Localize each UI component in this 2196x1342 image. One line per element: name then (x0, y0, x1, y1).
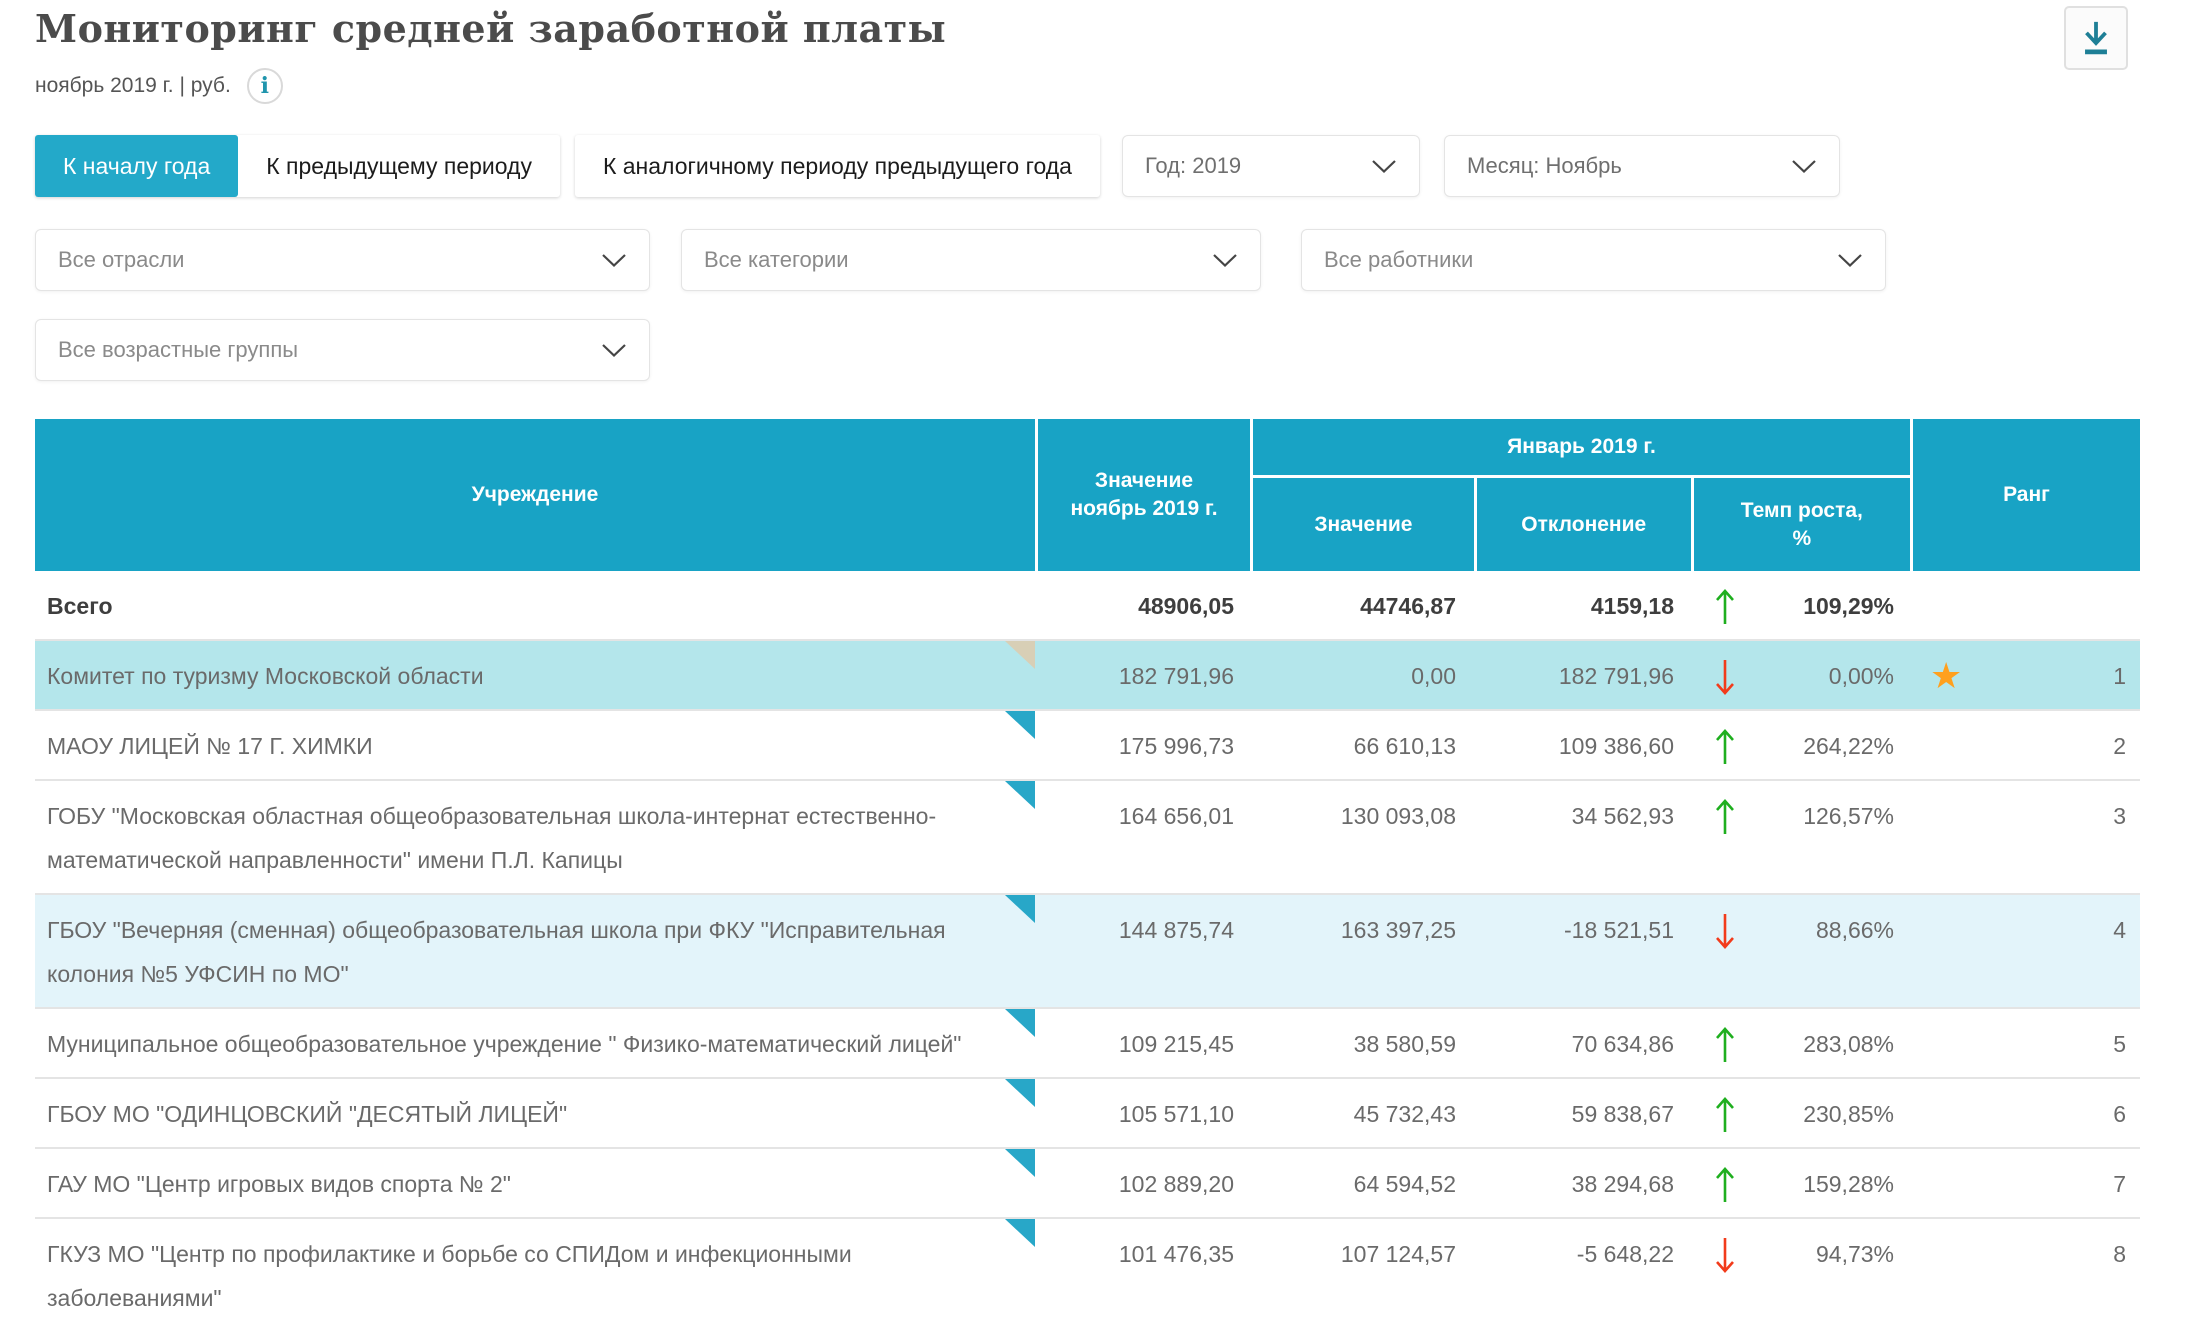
growth-cell (1690, 641, 1910, 709)
industry-filter-value: Все отрасли (58, 247, 185, 272)
value-january-cell: 0,00 (1411, 663, 1456, 689)
deviation-cell: -5 648,22 (1576, 1241, 1674, 1267)
growth-value: 109,29% (1803, 593, 1894, 619)
page-title: Мониторинг средней заработной платы (35, 6, 947, 51)
growth-value: 0,00% (1828, 663, 1894, 689)
salary-table (35, 419, 2140, 1331)
row-corner-marker-icon (1005, 781, 1035, 809)
rank-value: 1 (2113, 663, 2126, 689)
trend-up-icon (1714, 794, 1736, 836)
comparison-tab-group (35, 135, 560, 197)
tab-previous-period[interactable]: К предыдущему периоду (266, 152, 532, 179)
institution-name: МАОУ ЛИЦЕЙ № 17 Г. ХИМКИ (47, 733, 373, 759)
value-january-cell: 44746,87 (1360, 593, 1456, 619)
rank-value: 6 (2113, 1101, 2126, 1127)
value-january-cell: 130 093,08 (1340, 803, 1456, 829)
industry-filter-dropdown[interactable] (35, 229, 650, 291)
header-deviation: Отклонение (1474, 478, 1691, 571)
rank-cell (1910, 571, 2140, 639)
rank-cell (1910, 1079, 2140, 1147)
institution-name: Муниципальное общеобразовательное учреждение " Физико-математический лицей" (47, 1031, 962, 1057)
rank-value: 8 (2113, 1241, 2126, 1267)
table-row[interactable] (35, 709, 2140, 779)
institution-cell (35, 641, 1035, 709)
trend-down-icon (1714, 654, 1736, 696)
rank-cell (1910, 1009, 2140, 1077)
value-november-cell: 101 476,35 (1118, 1241, 1234, 1267)
institution-name: ГАУ МО "Центр игровых видов спорта № 2" (47, 1171, 511, 1197)
growth-value: 94,73% (1815, 1241, 1894, 1267)
institution-cell (35, 1149, 1035, 1217)
workers-filter-value: Все работники (1324, 247, 1474, 272)
institution-name: ГКУЗ МО "Центр по профилактике и борьбе со СПИДом и инфекционными заболеваниями" (47, 1241, 852, 1311)
chevron-down-icon (1791, 159, 1817, 174)
age-group-filter-value: Все возрастные группы (58, 337, 299, 362)
trend-up-icon (1714, 1092, 1736, 1134)
row-corner-marker-icon (1005, 641, 1035, 669)
rank-value: 7 (2113, 1171, 2126, 1197)
header-rank: Ранг (1910, 419, 2140, 571)
table-row[interactable] (35, 571, 2140, 639)
header-value: Значение (1253, 478, 1474, 571)
institution-cell (35, 1009, 1035, 1077)
table-row[interactable] (35, 1077, 2140, 1147)
tab-start-of-year[interactable]: К началу года (35, 135, 238, 197)
chevron-down-icon (601, 343, 627, 358)
chevron-down-icon (1371, 159, 1397, 174)
month-filter-value: Месяц: Ноябрь (1466, 153, 1622, 178)
deviation-cell: 182 791,96 (1558, 663, 1674, 689)
rank-cell (1910, 641, 2140, 709)
rank-value: 2 (2113, 733, 2126, 759)
rank-star-icon: ★ (1930, 655, 1963, 696)
growth-cell (1690, 711, 1910, 779)
table-row[interactable] (35, 639, 2140, 709)
deviation-cell: 34 562,93 (1571, 803, 1674, 829)
table-row[interactable] (35, 893, 2140, 1007)
institution-cell (35, 571, 1035, 639)
header-value-november: Значение ноябрь 2019 г. (1035, 419, 1250, 571)
institution-name: Всего (47, 593, 113, 619)
row-corner-marker-icon (1005, 1219, 1035, 1247)
header-january-group (1250, 419, 1910, 571)
table-row[interactable] (35, 779, 2140, 893)
growth-cell (1690, 1079, 1910, 1147)
rank-cell (1910, 711, 2140, 779)
table-row[interactable] (35, 1147, 2140, 1217)
header-institution: Учреждение (35, 419, 1035, 571)
deviation-cell: 70 634,86 (1571, 1031, 1674, 1057)
institution-cell (35, 1219, 1035, 1331)
deviation-cell: -18 521,51 (1564, 917, 1674, 943)
growth-cell (1690, 1149, 1910, 1217)
value-november-cell: 109 215,45 (1118, 1031, 1234, 1057)
value-january-cell: 45 732,43 (1353, 1101, 1456, 1127)
institution-name: ГОБУ "Московская областная общеобразовательная школа-интернат естественно-математической направленности" имени П.Л. Капицы (47, 803, 937, 873)
value-january-cell: 66 610,13 (1353, 733, 1456, 759)
month-filter-dropdown[interactable] (1444, 135, 1840, 197)
value-january-cell: 107 124,57 (1340, 1241, 1456, 1267)
growth-value: 88,66% (1815, 917, 1894, 943)
trend-down-icon (1714, 908, 1736, 950)
table-header (35, 419, 2140, 571)
value-november-cell: 144 875,74 (1118, 917, 1234, 943)
row-corner-marker-icon (1005, 711, 1035, 739)
age-group-filter-dropdown[interactable] (35, 319, 650, 381)
trend-up-icon (1714, 584, 1736, 626)
deviation-cell: 4159,18 (1590, 593, 1674, 619)
value-january-cell: 163 397,25 (1340, 917, 1456, 943)
value-november-cell: 175 996,73 (1118, 733, 1234, 759)
header-january-title: Январь 2019 г. (1253, 419, 1910, 478)
year-filter-dropdown[interactable] (1122, 135, 1420, 197)
growth-cell (1690, 1009, 1910, 1077)
deviation-cell: 38 294,68 (1571, 1171, 1674, 1197)
tab-same-period-previous-year[interactable]: К аналогичному периоду предыдущего года (575, 135, 1100, 197)
value-november-cell: 105 571,10 (1118, 1101, 1234, 1127)
category-filter-dropdown[interactable] (681, 229, 1261, 291)
institution-name: Комитет по туризму Московской области (47, 663, 484, 689)
workers-filter-dropdown[interactable] (1301, 229, 1886, 291)
year-filter-value: Год: 2019 (1144, 153, 1242, 178)
rank-value: 5 (2113, 1031, 2126, 1057)
period-subtitle: ноябрь 2019 г. | руб. (35, 74, 231, 97)
value-november-cell: 182 791,96 (1118, 663, 1234, 689)
table-body (35, 571, 2140, 1331)
row-corner-marker-icon (1005, 1079, 1035, 1107)
growth-value: 159,28% (1803, 1171, 1894, 1197)
growth-value: 283,08% (1803, 1031, 1894, 1057)
institution-cell (35, 895, 1035, 1007)
trend-up-icon (1714, 1162, 1736, 1204)
download-icon (2078, 19, 2114, 57)
deviation-cell: 59 838,67 (1571, 1101, 1674, 1127)
chevron-down-icon (1837, 253, 1863, 268)
table-row[interactable] (35, 1007, 2140, 1077)
value-november-cell: 48906,05 (1138, 593, 1234, 619)
growth-cell (1690, 781, 1910, 893)
deviation-cell: 109 386,60 (1558, 733, 1674, 759)
growth-value: 264,22% (1803, 733, 1894, 759)
rank-value: 4 (2113, 917, 2126, 943)
value-november-cell: 164 656,01 (1118, 803, 1234, 829)
chevron-down-icon (601, 253, 627, 268)
value-november-cell: 102 889,20 (1118, 1171, 1234, 1197)
download-button[interactable] (2064, 6, 2128, 70)
header-growth-rate: Темп роста, % (1691, 478, 1910, 571)
rank-cell (1910, 895, 2140, 1007)
growth-cell (1690, 895, 1910, 1007)
growth-cell (1690, 1219, 1910, 1331)
trend-up-icon (1714, 1022, 1736, 1064)
growth-value: 126,57% (1803, 803, 1894, 829)
institution-name: ГБОУ "Вечерняя (сменная) общеобразовательная школа при ФКУ "Исправительная колония №5 УФСИН по МО" (47, 917, 946, 987)
row-corner-marker-icon (1005, 1149, 1035, 1177)
table-row[interactable] (35, 1217, 2140, 1331)
trend-up-icon (1714, 724, 1736, 766)
value-january-cell: 38 580,59 (1353, 1031, 1456, 1057)
category-filter-value: Все категории (704, 247, 849, 272)
row-corner-marker-icon (1005, 895, 1035, 923)
info-icon[interactable]: i (247, 68, 283, 104)
rank-cell (1910, 781, 2140, 893)
institution-cell (35, 711, 1035, 779)
row-corner-marker-icon (1005, 1009, 1035, 1037)
trend-down-icon (1714, 1232, 1736, 1274)
growth-value: 230,85% (1803, 1101, 1894, 1127)
rank-cell (1910, 1219, 2140, 1331)
rank-value: 3 (2113, 803, 2126, 829)
value-january-cell: 64 594,52 (1353, 1171, 1456, 1197)
rank-cell (1910, 1149, 2140, 1217)
institution-cell (35, 1079, 1035, 1147)
growth-cell (1690, 571, 1910, 639)
institution-name: ГБОУ МО "ОДИНЦОВСКИЙ "ДЕСЯТЫЙ ЛИЦЕЙ" (47, 1101, 568, 1127)
chevron-down-icon (1212, 253, 1238, 268)
institution-cell (35, 781, 1035, 893)
